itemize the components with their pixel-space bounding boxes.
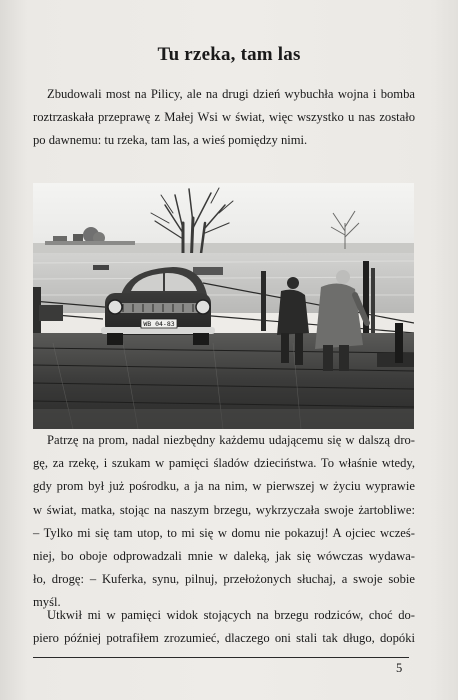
text-line: piero później potrafiłem zrozumieć, dlaczego oni stali tak długo, dopóki bbox=[33, 631, 415, 646]
paragraph-1 bbox=[33, 83, 415, 153]
paragraph-3 bbox=[33, 604, 415, 650]
text-line: Utkwił mi w pamięci widok stojących na brzegu rodziców, choć do- bbox=[47, 608, 415, 622]
headlight bbox=[196, 300, 210, 314]
text-line: w świat, matka, stojąc na naszym brzegu, wykrzyczała swoje żartobliwe: bbox=[33, 502, 415, 517]
text-line: roztrzaskała przeprawę z Małej Wsi w świat, więc wszystko u nas zostało bbox=[33, 110, 415, 125]
text-line: po dawnemu: tu rzeka, tam las, a wieś pomiędzy nimi. bbox=[33, 133, 308, 148]
headlight bbox=[108, 300, 122, 314]
text-line: niej, bo oboje odprowadzali mnie w daleką, jak się wówczas wydawa- bbox=[33, 549, 415, 564]
text-line: gę, za rzekę, i szukam w pamięci śladów dzieciństwa. To właśnie wtedy, bbox=[33, 456, 415, 471]
ferry-photograph bbox=[33, 183, 414, 429]
page-number: 5 bbox=[396, 661, 403, 675]
paragraph-2 bbox=[33, 429, 415, 615]
text-line: – Tylko mi się tam utop, to mi się w domu nie pokazuj! A ojciec wcześ- bbox=[33, 525, 415, 540]
text-line: gdy prom był już pośrodku, a ja na nim, w pierwszej w życiu wyprawie bbox=[33, 479, 415, 494]
text-line: Zbudowali most na Pilicy, ale na drugi dzień wybuchła wojna i bomba bbox=[47, 87, 415, 101]
chapter-title: Tu rzeka, tam las bbox=[157, 44, 301, 65]
footer-rule bbox=[33, 657, 409, 658]
text-line: ło, drogę: – Kuferka, synu, pilnuj, przełożonych słuchaj, a swoje sobie bbox=[33, 572, 415, 587]
text-line: Patrzę na prom, nadal niezbędny każdemu udającemu się w dalszą dro- bbox=[47, 433, 415, 447]
text-line: myśl. bbox=[33, 595, 61, 610]
license-plate-text: WB 04-83 bbox=[143, 320, 175, 328]
